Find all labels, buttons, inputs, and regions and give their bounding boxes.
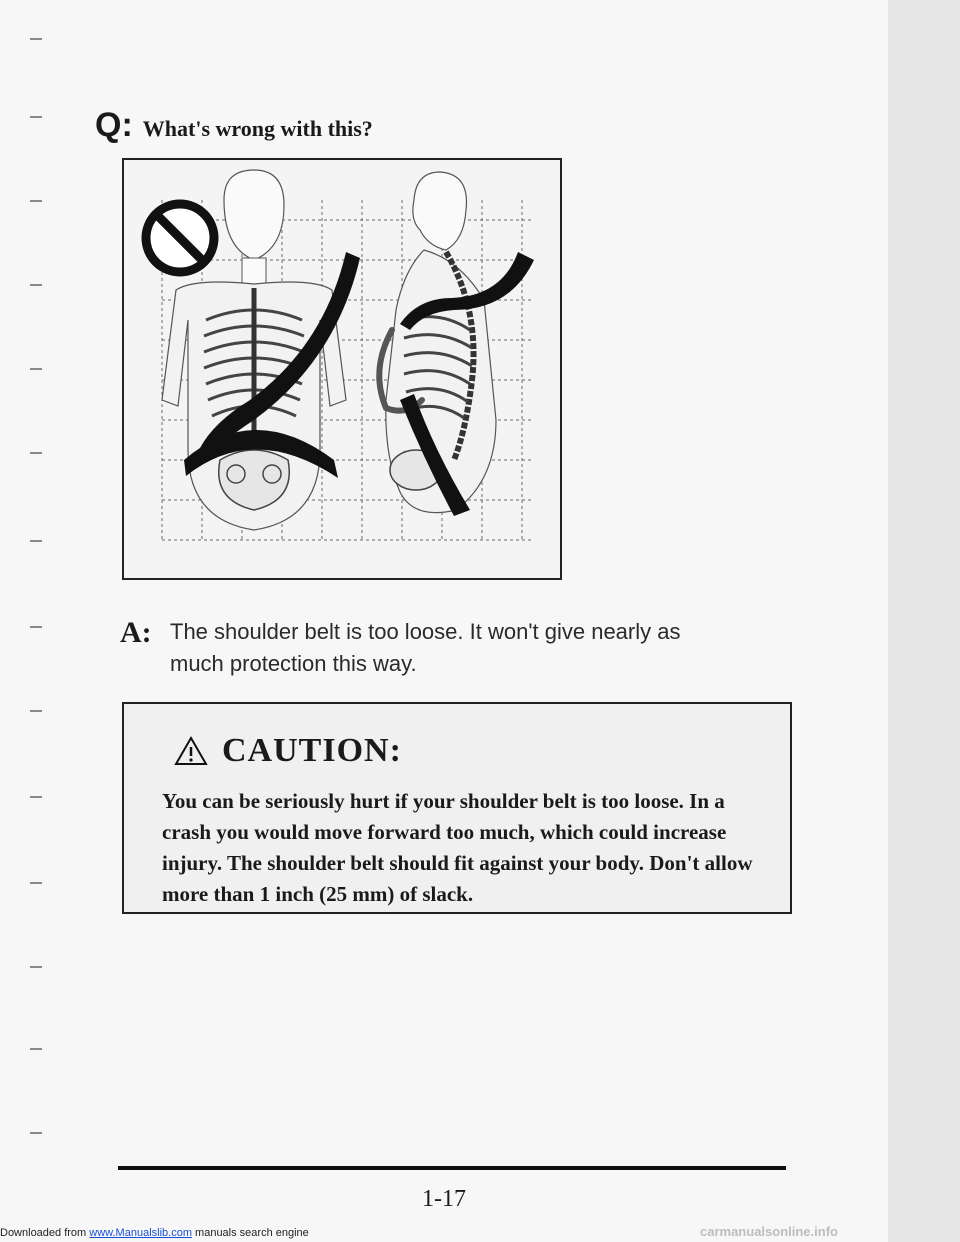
- margin-tick: [30, 38, 42, 40]
- answer-label: A:: [120, 616, 152, 649]
- site-watermark: carmanualsonline.info: [700, 1224, 838, 1239]
- answer-text: The shoulder belt is too loose. It won't give nearly as much protection this way.: [170, 619, 681, 676]
- margin-tick: [30, 882, 42, 884]
- caution-text: You can be seriously hurt if your shoulder belt is too loose. In a crash you would move forward too much, which could increase injury. The shoulder belt should fit against your body. Don't allow more than 1 inch (25 mm) of slack.: [162, 789, 753, 906]
- margin-tick: [30, 626, 42, 628]
- answer: [120, 616, 720, 680]
- margin-tick: [30, 116, 42, 118]
- question-label: Q:: [95, 106, 133, 144]
- margin-tick: [30, 540, 42, 542]
- margin-tick: [30, 368, 42, 370]
- warning-triangle-icon: [174, 736, 208, 766]
- question: [95, 106, 373, 145]
- margin-tick: [30, 284, 42, 286]
- margin-tick: [30, 200, 42, 202]
- margin-tick: [30, 452, 42, 454]
- margin-tick: [30, 1048, 42, 1050]
- margin-tick: [30, 966, 42, 968]
- question-text: What's wrong with this?: [142, 116, 373, 141]
- caution-title: CAUTION:: [222, 732, 402, 769]
- page-edge: [888, 0, 960, 1242]
- margin-tick: [30, 710, 42, 712]
- watermark-suffix: manuals search engine: [191, 1227, 309, 1239]
- download-watermark: [0, 1226, 309, 1240]
- margin-tick: [30, 796, 42, 798]
- caution-box: [122, 702, 792, 914]
- margin-tick: [30, 1132, 42, 1134]
- seat-belt-illustration: [122, 158, 562, 580]
- page-number: 1-17: [422, 1186, 466, 1212]
- skeleton-figure: [124, 160, 560, 578]
- watermark-prefix: Downloaded from: [0, 1227, 90, 1239]
- footer-rule: [118, 1166, 786, 1170]
- manualslib-link[interactable]: www.Manualslib.com: [89, 1227, 192, 1239]
- no-symbol-icon: [146, 204, 214, 272]
- caution-heading: [174, 732, 402, 770]
